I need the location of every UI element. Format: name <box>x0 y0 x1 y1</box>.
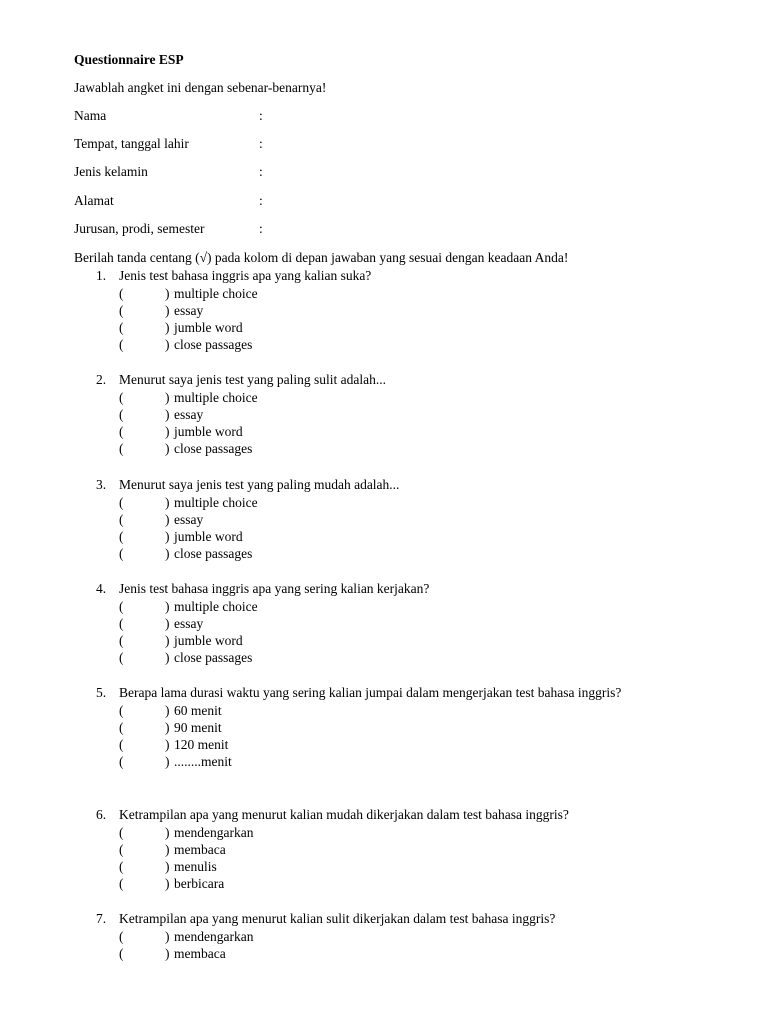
option-label: multiple choice <box>174 285 258 301</box>
question-1 <box>96 267 656 354</box>
question-text: Menurut saya jenis test yang paling sulit adalah... <box>119 372 386 387</box>
option-close-paren[interactable]: ) <box>165 302 170 318</box>
option-close-paren[interactable]: ) <box>165 876 170 892</box>
option-row <box>96 285 656 302</box>
option-row <box>96 545 656 562</box>
option-row <box>96 632 656 649</box>
field-colon: : <box>259 193 263 208</box>
field-label: Alamat <box>74 193 114 208</box>
option-open-paren[interactable]: ( <box>119 598 124 614</box>
field-tempat-tanggal-lahir <box>74 136 274 154</box>
option-close-paren[interactable]: ) <box>165 824 170 840</box>
option-close-paren[interactable]: ) <box>165 424 170 440</box>
option-label: 60 menit <box>174 702 222 718</box>
option-row <box>96 511 656 528</box>
field-colon: : <box>259 108 263 123</box>
option-label: essay <box>174 406 204 422</box>
field-colon: : <box>259 164 263 179</box>
option-open-paren[interactable]: ( <box>119 424 124 440</box>
question-number: 4. <box>96 581 107 596</box>
option-open-paren[interactable]: ( <box>119 928 124 944</box>
field-label: Tempat, tanggal lahir <box>74 136 189 151</box>
option-label: close passages <box>174 650 253 666</box>
question-text: Ketrampilan apa yang menurut kalian mudah dikerjakan dalam test bahasa inggris? <box>119 807 569 822</box>
option-open-paren[interactable]: ( <box>119 754 124 770</box>
option-open-paren[interactable]: ( <box>119 737 124 753</box>
option-open-paren[interactable]: ( <box>119 615 124 631</box>
option-row <box>96 598 656 615</box>
option-label: mendengarkan <box>174 824 254 840</box>
question-text: Jenis test bahasa inggris apa yang kalian suka? <box>119 268 372 283</box>
question-heading <box>96 910 656 928</box>
option-label: membaca <box>174 841 226 857</box>
option-open-paren[interactable]: ( <box>119 876 124 892</box>
option-close-paren[interactable]: ) <box>165 285 170 301</box>
question-number: 5. <box>96 685 107 700</box>
question-3 <box>96 476 656 563</box>
question-5 <box>96 684 656 771</box>
option-open-paren[interactable]: ( <box>119 511 124 527</box>
option-close-paren[interactable]: ) <box>165 598 170 614</box>
option-open-paren[interactable]: ( <box>119 824 124 840</box>
option-row <box>96 858 656 875</box>
option-open-paren[interactable]: ( <box>119 320 124 336</box>
option-label: multiple choice <box>174 389 258 405</box>
field-label: Jurusan, prodi, semester <box>74 221 205 236</box>
question-number: 6. <box>96 807 107 822</box>
option-label: ........menit <box>174 754 232 770</box>
option-row <box>96 528 656 545</box>
option-close-paren[interactable]: ) <box>165 650 170 666</box>
option-open-paren[interactable]: ( <box>119 302 124 318</box>
option-label: jumble word <box>174 529 243 545</box>
option-row <box>96 702 656 719</box>
option-row <box>96 319 656 336</box>
option-close-paren[interactable]: ) <box>165 337 170 353</box>
option-open-paren[interactable]: ( <box>119 719 124 735</box>
option-open-paren[interactable]: ( <box>119 702 124 718</box>
option-open-paren[interactable]: ( <box>119 406 124 422</box>
field-colon: : <box>259 221 263 236</box>
question-text: Jenis test bahasa inggris apa yang sering kalian kerjakan? <box>119 581 430 596</box>
option-label: menulis <box>174 859 217 875</box>
option-close-paren[interactable]: ) <box>165 859 170 875</box>
option-close-paren[interactable]: ) <box>165 945 170 961</box>
option-close-paren[interactable]: ) <box>165 702 170 718</box>
option-open-paren[interactable]: ( <box>119 389 124 405</box>
option-open-paren[interactable]: ( <box>119 546 124 562</box>
option-row <box>96 440 656 457</box>
option-row <box>96 928 656 945</box>
option-label: essay <box>174 615 204 631</box>
option-label: jumble word <box>174 320 243 336</box>
option-row <box>96 649 656 666</box>
option-close-paren[interactable]: ) <box>165 529 170 545</box>
intro-text: Jawablah angket ini dengan sebenar-benarnya! <box>74 80 327 95</box>
option-close-paren[interactable]: ) <box>165 928 170 944</box>
question-heading <box>96 684 656 702</box>
option-close-paren[interactable]: ) <box>165 615 170 631</box>
question-4 <box>96 580 656 667</box>
option-row <box>96 423 656 440</box>
field-label: Jenis kelamin <box>74 164 148 179</box>
option-close-paren[interactable]: ) <box>165 406 170 422</box>
option-label: 120 menit <box>174 737 229 753</box>
option-close-paren[interactable]: ) <box>165 494 170 510</box>
field-nama <box>74 108 274 126</box>
option-row <box>96 945 656 962</box>
option-label: close passages <box>174 337 253 353</box>
option-close-paren[interactable]: ) <box>165 546 170 562</box>
option-label: multiple choice <box>174 494 258 510</box>
option-open-paren[interactable]: ( <box>119 859 124 875</box>
option-close-paren[interactable]: ) <box>165 719 170 735</box>
option-label: 90 menit <box>174 719 222 735</box>
question-text: Menurut saya jenis test yang paling mudah adalah... <box>119 477 400 492</box>
option-row <box>96 719 656 736</box>
option-row <box>96 753 656 770</box>
field-alamat <box>74 193 274 211</box>
question-number: 3. <box>96 477 107 492</box>
field-label: Nama <box>74 108 107 123</box>
field-jurusan-prodi-semester <box>74 221 274 239</box>
option-open-paren[interactable]: ( <box>119 945 124 961</box>
option-row <box>96 406 656 423</box>
question-2 <box>96 371 656 458</box>
option-open-paren[interactable]: ( <box>119 285 124 301</box>
question-number: 7. <box>96 911 107 926</box>
option-label: membaca <box>174 945 226 961</box>
option-open-paren[interactable]: ( <box>119 494 124 510</box>
option-row <box>96 336 656 353</box>
option-open-paren[interactable]: ( <box>119 633 124 649</box>
question-7 <box>96 910 656 962</box>
option-label: mendengarkan <box>174 928 254 944</box>
option-label: close passages <box>174 441 253 457</box>
question-heading <box>96 267 656 285</box>
option-label: berbicara <box>174 876 225 892</box>
option-label: jumble word <box>174 633 243 649</box>
option-open-paren[interactable]: ( <box>119 441 124 457</box>
field-colon: : <box>259 136 263 151</box>
option-label: close passages <box>174 546 253 562</box>
option-close-paren[interactable]: ) <box>165 389 170 405</box>
document-title: Questionnaire ESP <box>74 52 184 67</box>
option-open-paren[interactable]: ( <box>119 841 124 857</box>
option-label: essay <box>174 511 204 527</box>
question-heading <box>96 806 656 824</box>
question-number: 1. <box>96 268 107 283</box>
question-heading <box>96 580 656 598</box>
option-label: multiple choice <box>174 598 258 614</box>
option-row <box>96 302 656 319</box>
question-6 <box>96 806 656 893</box>
option-close-paren[interactable]: ) <box>165 441 170 457</box>
option-row <box>96 824 656 841</box>
question-heading <box>96 476 656 494</box>
option-close-paren[interactable]: ) <box>165 633 170 649</box>
option-open-paren[interactable]: ( <box>119 337 124 353</box>
option-close-paren[interactable]: ) <box>165 320 170 336</box>
question-text: Ketrampilan apa yang menurut kalian sulit dikerjakan dalam test bahasa inggris? <box>119 911 556 926</box>
option-row <box>96 736 656 753</box>
instruction-text: Berilah tanda centang (√) pada kolom di depan jawaban yang sesuai dengan keadaan Anda! <box>74 250 569 265</box>
question-text: Berapa lama durasi waktu yang sering kalian jumpai dalam mengerjakan test bahasa inggris? <box>119 685 622 700</box>
option-close-paren[interactable]: ) <box>165 754 170 770</box>
option-row <box>96 615 656 632</box>
question-number: 2. <box>96 372 107 387</box>
option-open-paren[interactable]: ( <box>119 529 124 545</box>
option-row <box>96 841 656 858</box>
question-heading <box>96 371 656 389</box>
option-row <box>96 494 656 511</box>
option-row <box>96 389 656 406</box>
option-close-paren[interactable]: ) <box>165 511 170 527</box>
option-label: jumble word <box>174 424 243 440</box>
option-label: essay <box>174 302 204 318</box>
option-open-paren[interactable]: ( <box>119 650 124 666</box>
option-row <box>96 875 656 892</box>
field-jenis-kelamin <box>74 164 274 182</box>
option-close-paren[interactable]: ) <box>165 841 170 857</box>
option-close-paren[interactable]: ) <box>165 737 170 753</box>
